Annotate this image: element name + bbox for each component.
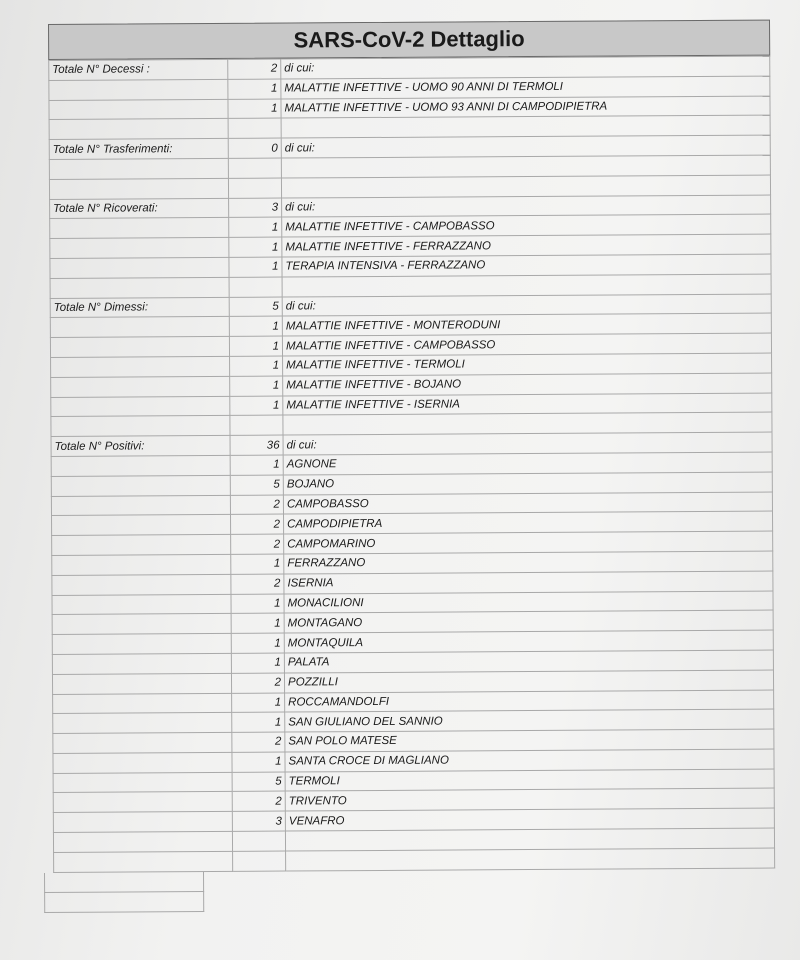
document [44,20,775,873]
row-count: 1 [229,217,282,237]
row-count: 5 [232,772,285,792]
row-label [51,416,230,437]
row-count: 5 [230,475,283,495]
row-label [53,693,232,714]
row-description: MALATTIE INFETTIVE - CAMPOBASSO [282,333,771,356]
row-description: MALATTIE INFETTIVE - UOMO 93 ANNI DI CAMPODIPIETRA [281,96,770,119]
row-label [52,534,231,555]
row-label [49,178,228,199]
row-count: 1 [229,316,282,336]
row-description: MONTAGANO [284,610,773,633]
row-description: ROCCAMANDOLFI [285,690,774,713]
row-description: MALATTIE INFETTIVE - TERMOLI [283,353,772,376]
row-description: CAMPOMARINO [284,531,773,554]
row-count: 5 [229,297,282,317]
row-count: 1 [231,594,284,614]
row-count: 2 [231,514,284,534]
row-description: di cui: [282,195,771,218]
row-description: MONTAQUILA [284,630,773,653]
row-label: Totale N° Positivi: [51,436,230,457]
row-label [53,831,232,852]
row-description: MALATTIE INFETTIVE - UOMO 90 ANNI DI TERMOLI [281,76,770,99]
row-count: 1 [231,653,284,673]
row-description: SAN GIULIANO DEL SANNIO [285,709,774,732]
empty-label-cells [44,872,204,913]
row-label: Totale N° Ricoverati: [50,198,229,219]
row-count [228,158,281,178]
row-count: 3 [232,811,285,831]
row-description: MALATTIE INFETTIVE - FERRAZZANO [282,234,771,257]
row-count: 2 [231,673,284,693]
empty-cell [44,872,204,893]
row-count: 2 [230,495,283,515]
row-count: 3 [229,198,282,218]
row-label [49,158,228,179]
row-count: 1 [228,99,281,119]
row-label [52,633,231,654]
row-count [228,178,281,198]
row-count: 2 [232,732,285,752]
row-label [50,317,229,338]
row-label [53,772,232,793]
row-count: 1 [229,257,282,277]
row-label [49,99,228,120]
row-description: CAMPODIPIETRA [283,511,772,534]
row-description: MALATTIE INFETTIVE - MONTERODUNI [282,313,771,336]
row-label [51,495,230,516]
table-row [54,848,775,872]
row-label: Totale N° Decessi : [49,59,228,80]
row-count [233,851,286,871]
row-label [50,238,229,259]
row-description: di cui: [283,432,772,455]
row-label [52,554,231,575]
row-description: TERAPIA INTENSIVA - FERRAZZANO [282,254,771,277]
row-description: SANTA CROCE DI MAGLIANO [285,749,774,772]
row-label: Totale N° Trasferimenti: [49,139,228,160]
row-count: 36 [230,435,283,455]
row-label [50,218,229,239]
row-label [51,376,230,397]
row-description: ISERNIA [284,571,773,594]
row-count: 2 [231,574,284,594]
row-count: 1 [230,376,283,396]
row-label [52,574,231,595]
row-count: 1 [231,554,284,574]
row-count: 1 [228,79,281,99]
row-count: 1 [232,752,285,772]
row-description: AGNONE [283,452,772,475]
row-description: BOJANO [283,472,772,495]
row-label [53,732,232,753]
row-count: 1 [232,693,285,713]
row-count: 1 [232,712,285,732]
row-description: MALATTIE INFETTIVE - BOJANO [283,373,772,396]
row-description: TERMOLI [285,769,774,792]
row-description: VENAFRO [285,808,774,831]
row-count: 1 [231,633,284,653]
row-label [49,79,228,100]
row-label [50,277,229,298]
row-count: 0 [228,138,281,158]
row-description: di cui: [281,135,770,158]
row-label [52,594,231,615]
row-label [51,455,230,476]
row-label: Totale N° Dimessi: [50,297,229,318]
row-label [50,337,229,358]
empty-cell [44,892,204,913]
row-label [53,792,232,813]
row-description: POZZILLI [284,670,773,693]
row-count: 2 [228,59,281,79]
row-description: MALATTIE INFETTIVE - CAMPOBASSO [282,214,771,237]
row-description: MONACILIONI [284,591,773,614]
row-count [232,831,285,851]
row-count: 2 [232,792,285,812]
row-label [51,356,230,377]
row-label [52,614,231,635]
row-description: SAN POLO MATESE [285,729,774,752]
row-count [228,118,281,138]
row-description: di cui: [282,294,771,317]
row-label [51,475,230,496]
row-description: FERRAZZANO [284,551,773,574]
row-label [51,396,230,417]
row-count: 1 [229,336,282,356]
row-count: 1 [230,356,283,376]
page-title: SARS-CoV-2 Dettaglio [48,20,770,60]
row-label [52,653,231,674]
row-description: di cui: [281,56,770,79]
row-count: 1 [229,237,282,257]
row-label [49,119,228,140]
row-count: 1 [230,396,283,416]
row-label [54,851,233,872]
row-count: 2 [231,534,284,554]
row-label [53,752,232,773]
row-count: 1 [231,613,284,633]
row-description: PALATA [284,650,773,673]
detail-table [48,56,775,873]
row-description: CAMPOBASSO [283,492,772,515]
row-description: MALATTIE INFETTIVE - ISERNIA [283,393,772,416]
row-label [53,812,232,833]
row-count [229,277,282,297]
row-label [53,713,232,734]
row-description [286,848,775,871]
row-label [52,515,231,536]
row-label [50,257,229,278]
row-description: TRIVENTO [285,789,774,812]
row-label [52,673,231,694]
row-count: 1 [230,455,283,475]
row-count [230,415,283,435]
